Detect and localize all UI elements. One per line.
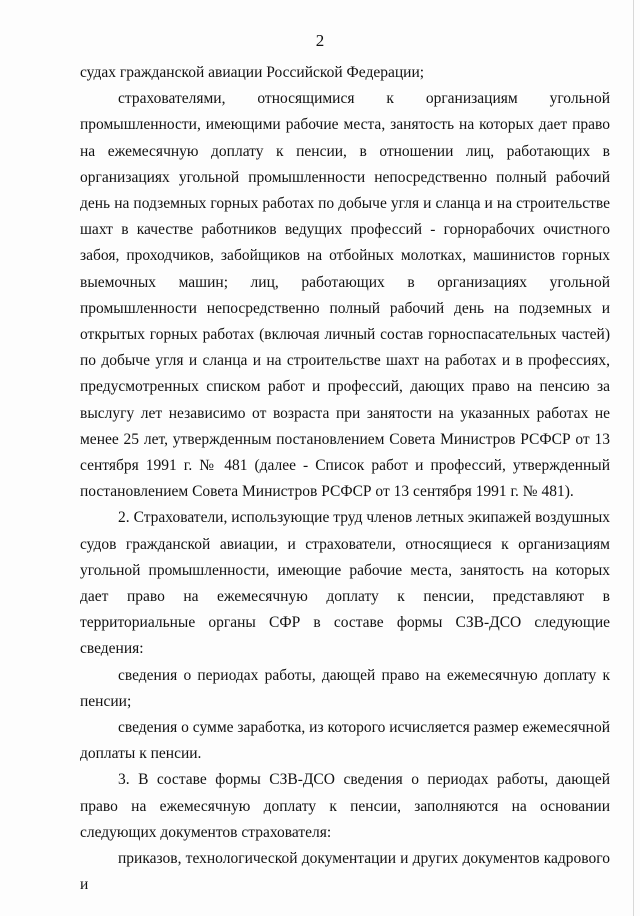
document-body bbox=[80, 60, 610, 899]
scan-edge-shadow bbox=[633, 0, 634, 916]
paragraph-4: сведения о периодах работы, дающей право на ежемесячную доплату к пенсии; bbox=[80, 666, 610, 710]
paragraph-2: страхователями, относящимися к организациям угольной промышленности, имеющими рабочие места, занятость на которых дает право на ежемесячную доплату к пенсии, в отношении лиц, работающих в организациях угольной промышленности непосредственно полный рабочий день на подземных горных работах по добыче угля и сланца и на строительстве шахт в качестве работников ведущих профессий - горнорабочих очистного забоя, проходчиков, забойщиков на отбойных молотках, машинистов горных выемочных машин; лиц, работающих в организациях угольной промышленности непосредственно полный рабочий день на подземных и открытых горных работах (включая личный состав горноспасательных частей) по добыче угля и сланца и на строительстве шахт на работах и в профессиях, предусмотренных списком работ и профессий, дающих право на пенсию за выслугу лет независимо от возраста при занятости на указанных работах не менее 25 лет, утвержденным постановлением Совета Министров РСФСР от 13 сентября 1991 г. № 481 (далее - Список работ и профессий, утвержденный постановлением Совета Министров РСФСР от 13 сентября 1991 г. № 481). bbox=[80, 90, 610, 501]
paragraph-3: 2. Страхователи, использующие труд членов летных экипажей воздушных судов гражданской авиации, и страхователи, относящиеся к организациям угольной промышленности, имеющие рабочие места, занятость на которых дает право на ежемесячную доплату к пенсии, представляют в территориальные органы СФР в составе формы СЗВ-ДСО следующие сведения: bbox=[80, 509, 610, 658]
paragraph-5: сведения о сумме заработка, из которого исчисляется размер ежемесячной доплаты к пенсии. bbox=[80, 719, 610, 763]
paragraph-1: судах гражданской авиации Российской Федерации; bbox=[80, 64, 425, 81]
paragraph-7: приказов, технологической документации и других документов кадрового и bbox=[80, 850, 610, 894]
paragraph-6: 3. В составе формы СЗВ-ДСО сведения о периодах работы, дающей право на ежемесячную доплату к пенсии, заполняются на основании следующих документов страхователя: bbox=[80, 771, 610, 841]
page-number: 2 bbox=[315, 31, 325, 50]
